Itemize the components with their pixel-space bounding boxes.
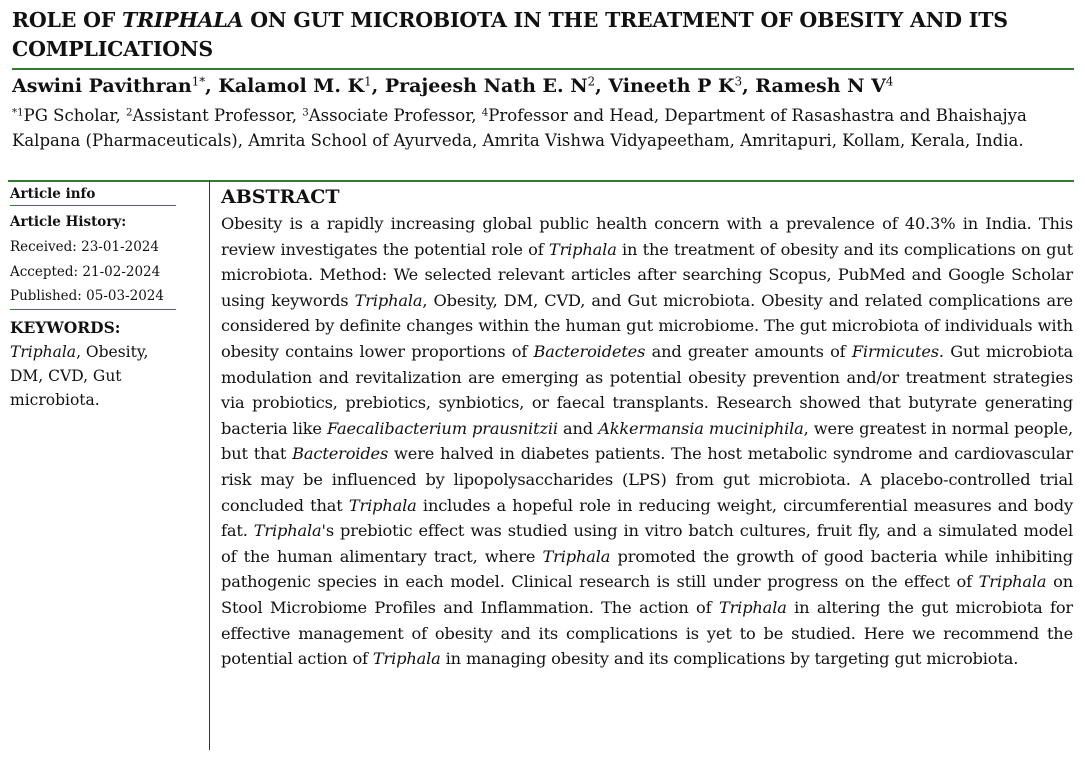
- abstract-text-run: and greater amounts of: [645, 341, 852, 361]
- abstract-text-run: were halved in diabetes patients. The host metabolic syndrome and cardiovascular risk may be influenced by lipopolysaccharides (LPS) from gut microbiota. A placebo-controlled trial concluded that: [221, 444, 1073, 515]
- column-divider: [209, 180, 210, 750]
- abstract-text-run: , Obesity, DM, CVD, and Gut microbiota. Obesity and related complications are considered by definite changes within the human gut microbiome. The gut microbiota of individuals with obesity contains lower proportions of: [221, 290, 1073, 361]
- article-info-sidebar: [10, 183, 200, 412]
- abstract-text-run: 's prebiotic effect was studied using in vitro batch cultures, fruit fly, and a simulated model of the human alimentary tract, where: [221, 521, 1073, 566]
- sidebar-divider: [10, 309, 176, 310]
- author-name: Kalamol M. K: [218, 75, 365, 97]
- affiliation-role: Assistant Professor,: [132, 106, 303, 125]
- author-list: Aswini Pavithran$^{1*}$, Kalamol M. $K^1$, Prajeesh Nath E. $N^2$, Vineeth P $K^3$, Ramesh N $V^4$: [12, 74, 894, 97]
- article-info-heading: Article info: [10, 186, 96, 202]
- author-name: Aswini Pavithran: [12, 75, 192, 97]
- abstract-text-run: and: [557, 418, 599, 438]
- abstract-italic-term: Triphala: [978, 572, 1047, 592]
- abstract-italic-term: Triphala: [253, 521, 322, 541]
- author-name: Prajeesh Nath E. N: [384, 75, 588, 97]
- affiliation-mark: 2: [125, 107, 133, 119]
- abstract-text-run: in managing obesity and its complications by targeting gut microbiota.: [440, 649, 1019, 669]
- author-mark: 4: [885, 74, 894, 89]
- title-part: ROLE OF: [12, 8, 123, 32]
- abstract-section: [221, 183, 1073, 672]
- keywords-list: [10, 340, 175, 412]
- keyword-rest: , Obesity, DM, CVD, Gut microbiota.: [10, 342, 149, 409]
- header-divider: [8, 180, 1074, 182]
- received-date: Received: 23-01-2024: [10, 239, 159, 255]
- abstract-italic-term: Akkermansia muciniphila: [598, 418, 804, 438]
- affiliations: [12, 103, 1062, 153]
- sidebar-divider: [10, 205, 176, 206]
- affiliation-mark: 3: [302, 107, 309, 119]
- accepted-date: Accepted: 21-02-2024: [10, 263, 161, 280]
- keyword-italic: Triphala: [10, 342, 77, 361]
- author-mark: 1*: [191, 74, 206, 89]
- affiliation-role: Professor and Head, Department of Rasashastra and Bhaishajya Kalpana (Pharmaceuticals), Amrita School of Ayurveda, Amrita Vishwa Vidyapeetham, Amritapuri, Kollam, Kerala, India.: [12, 106, 1027, 150]
- article-history-heading: Article History:: [10, 214, 127, 230]
- author-mark: 1: [364, 74, 372, 89]
- abstract-italic-term: Triphala: [348, 495, 417, 515]
- affiliation-mark: *1: [12, 107, 24, 119]
- author-name: Ramesh N V: [755, 75, 886, 97]
- abstract-italic-term: Triphala: [718, 597, 787, 617]
- abstract-italic-term: Triphala: [542, 546, 611, 566]
- abstract-text-run: , were greatest in normal people, but that: [221, 418, 1074, 464]
- abstract-italic-term: Firmicutes.: [851, 341, 944, 361]
- paper-title: [12, 6, 1072, 64]
- abstract-italic-term: Triphala: [372, 649, 441, 669]
- abstract-italic-term: Faecalibacterium prausnitzii: [327, 418, 558, 438]
- abstract-italic-term: Triphala: [354, 290, 423, 310]
- abstract-text-run: promoted the growth of good bacteria while inhibiting pathogenic species in each model. Clinical research is still under progress on the effect of: [221, 546, 1073, 592]
- author-mark: 3: [734, 74, 743, 89]
- abstract-text-run: in the treatment of obesity and its complications on gut microbiota. Method: We selected relevant articles after searching Scopus, PubMed and Google Scholar using keywords: [221, 239, 1073, 310]
- abstract-italic-term: Triphala: [548, 239, 617, 259]
- abstract-italic-term: Bacteroides: [292, 444, 389, 464]
- abstract-text-run: on Stool Microbiome Profiles and Inflammation. The action of: [221, 572, 1073, 617]
- keywords-heading: KEYWORDS:: [10, 317, 121, 337]
- author-name: Vineeth P K: [608, 75, 735, 97]
- affiliation-mark: 4: [481, 107, 489, 119]
- abstract-text-run: Gut microbiota modulation and revitalization are emerging as potential obesity prevention and/or treatment strategies via probiotics, prebiotics, synbiotics, or faecal transplants. Research showed that butyrate generating bacteria like: [221, 341, 1074, 438]
- abstract-body: [221, 211, 1073, 672]
- title-part-italic: TRIPHALA: [122, 8, 244, 32]
- abstract-text-run: Obesity is a rapidly increasing global public health concern with a prevalence of 40.3% in India. This review investigates the potential role of: [221, 214, 1073, 259]
- title-divider: [12, 68, 1074, 70]
- abstract-heading: ABSTRACT: [221, 186, 340, 208]
- title-part: ON GUT MICROBIOTA IN THE TREATMENT OF OBESITY AND ITS COMPLICATIONS: [12, 8, 1008, 61]
- affiliation-role: Associate Professor,: [308, 106, 482, 125]
- published-date: Published: 05-03-2024: [10, 288, 164, 304]
- abstract-text-run: includes a hopeful role in reducing weight, circumferential measures and body fat.: [221, 495, 1073, 541]
- affiliation-role: PG Scholar,: [23, 106, 126, 125]
- author-mark: 2: [587, 74, 596, 89]
- abstract-italic-term: Bacteroidetes: [533, 341, 646, 361]
- abstract-text-run: in altering the gut microbiota for effective management of obesity and its complications is yet to be studied. Here we recommend the potential action of: [221, 597, 1074, 669]
